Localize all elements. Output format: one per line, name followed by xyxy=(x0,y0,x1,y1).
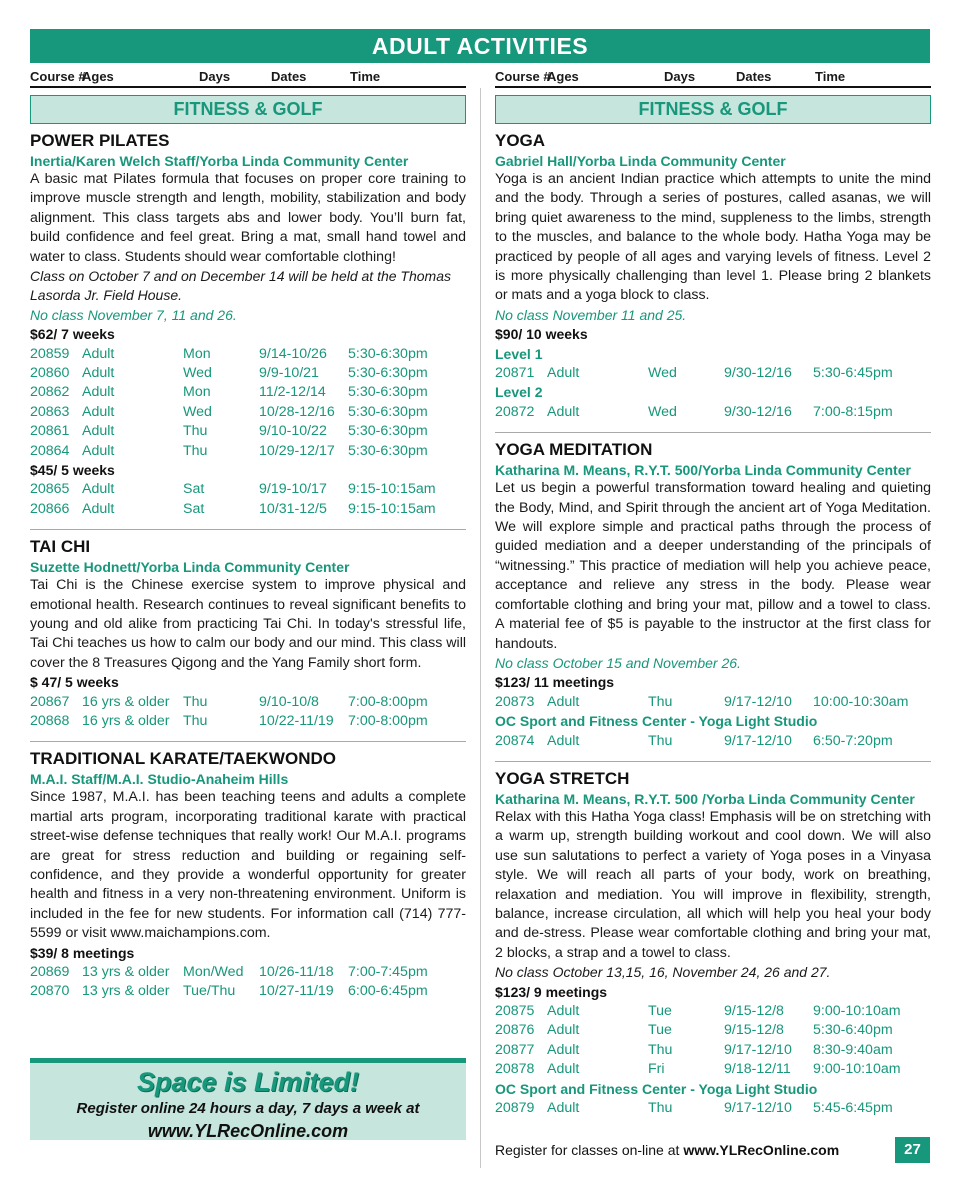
course-description: Let us begin a powerful transformation toward healing and quieting the Body, Mind, and Spirit through the ancient art of Yoga Meditation. We will explore simple and practical paths through the process of guided mediation and a deeper understanding of the principals of “witnessing.” This practice of mediation will help you achieve peace, acceptance and relieve any stress in the body. Please wear comfortable clothing and bring your mat, pillow and a towel to class. A material fee of $5 is payable to the instructor at the first class for handouts. xyxy=(495,480,931,652)
course-no-class-note: No class October 15 and November 26. xyxy=(495,654,741,671)
course-no-class-note: No class November 11 and 25. xyxy=(495,306,687,323)
time: 7:00-8:15pm xyxy=(813,403,893,420)
dates: 10/29-12/17 xyxy=(259,442,335,459)
course-instructor: Katharina M. Means, R.Y.T. 500 /Yorba Linda Community Center xyxy=(495,790,915,807)
dates: 9/15-12/8 xyxy=(724,1022,784,1039)
course-fee: $45/ 5 weeks xyxy=(30,462,115,478)
course-description: Since 1987, M.A.I. has been teaching teens and adults a complete martial arts program, incorporating traditional karate with practical street-wise defense techniques that really work! Our M.A.I. programs are great for stress reduction and building or regaining self-confidence, and they provide a wonderful opportunity for greater health and fitness in a very non-threatening environment. Uniform is included in the fee for new students. For information call (714) 777-5599 or visit www.maichampions.com. xyxy=(30,789,466,942)
age-group: Adult xyxy=(82,345,115,362)
days: Thu xyxy=(183,423,208,440)
section-heading: FITNESS & GOLF xyxy=(30,95,466,124)
schedule-row xyxy=(495,1099,931,1118)
time: 5:30-6:30pm xyxy=(348,384,428,401)
schedule-row xyxy=(30,982,466,1001)
course-number: 20863 xyxy=(30,403,70,420)
header-ages: Ages xyxy=(82,69,114,84)
time: 5:30-6:30pm xyxy=(348,345,428,362)
course-instructor: Katharina M. Means, R.Y.T. 500/Yorba Linda Community Center xyxy=(495,462,911,479)
right-column xyxy=(495,66,931,1118)
header-days: Days xyxy=(664,69,696,84)
dates: 9/17-12/10 xyxy=(724,693,792,710)
dates: 9/17-12/10 xyxy=(724,732,792,749)
course-title: TAI CHI xyxy=(30,537,91,557)
column-divider xyxy=(480,88,481,1168)
course-number: 20868 xyxy=(30,713,70,730)
time: 6:50-7:20pm xyxy=(813,732,893,749)
promo-box xyxy=(30,1058,466,1140)
course-fee: $ 47/ 5 weeks xyxy=(30,674,119,691)
schedule-row xyxy=(495,1021,931,1040)
header-time: Time xyxy=(815,69,846,84)
dates: 10/31-12/5 xyxy=(259,500,327,517)
schedule-row xyxy=(30,422,466,441)
schedule-table xyxy=(495,693,931,712)
header-dates: Dates xyxy=(271,69,307,84)
days: Thu xyxy=(648,1099,673,1116)
time: 6:00-6:45pm xyxy=(348,983,428,1000)
age-group: Adult xyxy=(82,403,115,420)
dates: 9/9-10/21 xyxy=(259,365,319,382)
course-karate xyxy=(30,748,466,1001)
course-divider xyxy=(30,529,466,530)
column-header xyxy=(495,66,931,88)
time: 5:30-6:30pm xyxy=(348,423,428,440)
time: 7:00-8:00pm xyxy=(348,713,428,730)
dates: 9/30-12/16 xyxy=(724,403,792,420)
dates: 9/17-12/10 xyxy=(724,1041,792,1058)
course-number: 20861 xyxy=(30,423,70,440)
age-group: Adult xyxy=(547,403,580,420)
course-description: Relax with this Hatha Yoga class! Emphasis will be on stretching with a warm up, strength building workout and cool down. We will also use sun salutations to perfect a variety of Yoga poses in a Vinyasa style. We will reach all parts of your body, work on breathing, relaxation and mediation. You will improve in flexibility, strength, balance, increase circulation, all which will help you heal your body and de-stress. Please wear comfortable clothing and bring your mat, 2 blocks, a strap and a towel to class. xyxy=(495,808,931,961)
schedule-row xyxy=(30,403,466,422)
time: 8:30-9:40am xyxy=(813,1041,893,1058)
days: Sat xyxy=(183,500,205,517)
time: 10:00-10:30am xyxy=(813,693,909,710)
schedule-row xyxy=(495,732,931,751)
age-group: Adult xyxy=(82,442,115,459)
course-number: 20875 xyxy=(495,1002,535,1019)
dates: 9/18-12/11 xyxy=(724,1061,791,1078)
header-days: Days xyxy=(199,69,231,84)
course-number: 20871 xyxy=(495,365,535,382)
dates: 10/22-11/19 xyxy=(259,713,334,730)
course-number: 20867 xyxy=(30,693,70,710)
dates: 9/14-10/26 xyxy=(259,345,327,362)
days: Wed xyxy=(183,403,212,420)
days: Thu xyxy=(183,442,208,459)
time: 9:15-10:15am xyxy=(348,481,436,498)
course-fee: $62/ 7 weeks xyxy=(30,326,115,343)
days: Mon/Wed xyxy=(183,964,244,981)
days: Mon xyxy=(183,345,211,362)
age-group: Adult xyxy=(82,384,115,401)
schedule-table xyxy=(495,732,931,751)
days: Thu xyxy=(648,732,673,749)
course-number: 20870 xyxy=(30,983,70,1000)
course-title: TRADITIONAL KARATE/TAEKWONDO xyxy=(30,749,336,769)
course-number: 20860 xyxy=(30,365,70,382)
course-level: Level 2 xyxy=(495,384,543,401)
days: Tue xyxy=(648,1002,672,1019)
promo-title: Space is Limited! xyxy=(136,1067,360,1097)
age-group: Adult xyxy=(547,1022,580,1039)
course-number: 20869 xyxy=(30,964,70,981)
schedule-table xyxy=(495,403,931,422)
age-group: Adult xyxy=(82,500,115,517)
age-group: 16 yrs & older xyxy=(82,713,170,730)
age-group: Adult xyxy=(82,423,115,440)
column-header xyxy=(30,66,466,88)
course-yoga xyxy=(495,130,931,422)
page-number: 27 xyxy=(895,1137,930,1163)
header-ages: Ages xyxy=(547,69,579,84)
schedule-row xyxy=(495,693,931,712)
time: 5:45-6:45pm xyxy=(813,1099,893,1116)
schedule-row xyxy=(495,1041,931,1060)
course-fee: $39/ 8 meetings xyxy=(30,944,135,961)
header-dates: Dates xyxy=(736,69,772,84)
time: 7:00-7:45pm xyxy=(348,964,428,981)
course-title: YOGA STRETCH xyxy=(495,768,630,788)
age-group: Adult xyxy=(547,1061,580,1078)
header-time: Time xyxy=(350,69,381,84)
schedule-row xyxy=(495,403,931,422)
schedule-table xyxy=(30,693,466,732)
course-divider xyxy=(30,741,466,742)
course-number: 20862 xyxy=(30,384,70,401)
promo-line: Register online 24 hours a day, 7 days a week at xyxy=(76,1100,420,1117)
course-number: 20878 xyxy=(495,1061,535,1078)
time: 5:30-6:30pm xyxy=(348,403,428,420)
dates: 9/19-10/17 xyxy=(259,481,327,498)
dates: 9/17-12/10 xyxy=(724,1099,792,1116)
time: 9:15-10:15am xyxy=(348,500,436,517)
course-fee: $123/ 9 meetings xyxy=(495,983,608,1000)
schedule-table xyxy=(495,1002,931,1080)
dates: 10/27-11/19 xyxy=(259,983,334,1000)
course-yoga-stretch xyxy=(495,768,931,1118)
schedule-table xyxy=(30,345,466,461)
age-group: Adult xyxy=(547,1041,580,1058)
course-number: 20864 xyxy=(30,442,70,459)
age-group: 13 yrs & older xyxy=(82,983,170,1000)
course-no-class-note: No class November 7, 11 and 26. xyxy=(30,306,237,323)
schedule-table xyxy=(495,364,931,383)
age-group: 16 yrs & older xyxy=(82,693,170,710)
course-yoga-meditation xyxy=(495,439,931,751)
age-group: Adult xyxy=(547,732,580,749)
days: Fri xyxy=(648,1061,665,1078)
course-title: POWER PILATES xyxy=(30,131,170,150)
days: Wed xyxy=(648,365,677,382)
schedule-table xyxy=(495,1099,931,1118)
days: Wed xyxy=(183,365,212,382)
dates: 11/2-12/14 xyxy=(259,384,326,401)
dates: 10/26-11/18 xyxy=(259,964,334,981)
days: Wed xyxy=(648,403,677,420)
header-course: Course # xyxy=(495,69,551,84)
age-group: Adult xyxy=(547,365,580,382)
time: 5:30-6:45pm xyxy=(813,365,893,382)
course-instructor: Suzette Hodnett/Yorba Linda Community Center xyxy=(30,559,350,576)
course-level: Level 1 xyxy=(495,345,543,362)
course-description: A basic mat Pilates formula that focuses on proper core training to improve muscle strength and length, mobility, stabilization and body alignment. This class targets abs and lower body. You’ll burn fat, build confidence and feel great. Bring a mat, small hand towel and water to class. Students should wear comfortable clothing! xyxy=(30,171,466,265)
course-note: Class on October 7 and on December 14 will be held at the Thomas Lasorda Jr. Field House. xyxy=(30,268,452,304)
schedule-table xyxy=(30,963,466,1002)
course-number: 20876 xyxy=(495,1022,535,1039)
schedule-row xyxy=(30,345,466,364)
time: 5:30-6:30pm xyxy=(348,365,428,382)
time: 7:00-8:00pm xyxy=(348,693,428,710)
age-group: Adult xyxy=(547,1099,580,1116)
dates: 10/28-12/16 xyxy=(259,403,335,420)
age-group: Adult xyxy=(547,1002,580,1019)
section-heading: FITNESS & GOLF xyxy=(495,95,931,124)
time: 9:00-10:10am xyxy=(813,1002,901,1019)
course-fee: $123/ 11 meetings xyxy=(495,674,615,691)
course-number: 20859 xyxy=(30,345,70,362)
days: Thu xyxy=(648,1041,673,1058)
course-number: 20877 xyxy=(495,1041,535,1058)
course-sublocation: OC Sport and Fitness Center - Yoga Light Studio xyxy=(495,713,818,730)
age-group: Adult xyxy=(547,693,580,710)
page-banner: ADULT ACTIVITIES xyxy=(30,29,930,63)
schedule-row xyxy=(30,693,466,712)
course-instructor: Inertia/Karen Welch Staff/Yorba Linda Community Center xyxy=(30,153,409,169)
course-title: YOGA xyxy=(495,131,546,150)
schedule-row xyxy=(495,364,931,383)
schedule-row xyxy=(30,383,466,402)
promo-url-link[interactable]: www.YLRecOnline.com xyxy=(147,1121,349,1141)
schedule-row xyxy=(30,480,466,499)
days: Tue xyxy=(648,1022,672,1039)
course-number: 20874 xyxy=(495,732,535,749)
course-number: 20879 xyxy=(495,1099,535,1116)
course-number: 20872 xyxy=(495,403,535,420)
page-footer xyxy=(495,1140,839,1160)
course-instructor: M.A.I. Staff/M.A.I. Studio-Anaheim Hills xyxy=(30,771,289,788)
course-title: YOGA MEDITATION xyxy=(495,440,653,460)
schedule-row xyxy=(30,963,466,982)
schedule-row xyxy=(495,1002,931,1021)
course-number: 20866 xyxy=(30,500,70,517)
course-number: 20873 xyxy=(495,693,535,710)
left-column xyxy=(30,66,466,1002)
course-fee: $90/ 10 weeks xyxy=(495,326,588,343)
course-description: Tai Chi is the Chinese exercise system to improve physical and emotional health. Research continues to reveal significant benefits to young and old alike from practicing Tai Chi. In today's stressful life, Tai Chi teaches us how to calm our body and our mind. This class will cover the 8 Treasures Qigong and the Yang Family short form. xyxy=(30,577,466,671)
dates: 9/15-12/8 xyxy=(724,1002,784,1019)
schedule-row xyxy=(495,1060,931,1079)
course-divider xyxy=(495,432,931,433)
days: Thu xyxy=(183,693,208,710)
course-no-class-note: No class October 13,15, 16, November 24, 26 and 27. xyxy=(495,964,831,981)
schedule-table xyxy=(30,480,466,519)
age-group: Adult xyxy=(82,481,115,498)
course-tai-chi xyxy=(30,536,466,731)
course-divider xyxy=(495,761,931,762)
schedule-row xyxy=(30,712,466,731)
days: Tue/Thu xyxy=(183,983,236,1000)
schedule-row xyxy=(30,364,466,383)
days: Sat xyxy=(183,481,205,498)
days: Thu xyxy=(648,693,673,710)
dates: 9/10-10/8 xyxy=(259,693,319,710)
time: 5:30-6:30pm xyxy=(348,442,428,459)
days: Thu xyxy=(183,713,208,730)
days: Mon xyxy=(183,384,211,401)
age-group: Adult xyxy=(82,365,115,382)
time: 5:30-6:40pm xyxy=(813,1022,893,1039)
course-instructor: Gabriel Hall/Yorba Linda Community Center xyxy=(495,153,786,169)
course-power-pilates xyxy=(30,130,466,519)
course-sublocation: OC Sport and Fitness Center - Yoga Light Studio xyxy=(495,1080,818,1097)
footer-url-link[interactable]: www.YLRecOnline.com xyxy=(683,1142,840,1158)
time: 9:00-10:10am xyxy=(813,1061,901,1078)
schedule-row xyxy=(30,500,466,519)
course-number: 20865 xyxy=(30,481,70,498)
header-course: Course # xyxy=(30,69,86,84)
schedule-row xyxy=(30,442,466,461)
age-group: 13 yrs & older xyxy=(82,964,170,981)
dates: 9/30-12/16 xyxy=(724,365,792,382)
course-description: Yoga is an ancient Indian practice which attempts to unite the mind and the body. Through a series of postures, called asanas, we will bring quiet awareness to the mind, suppleness to the limbs, strength to the muscles, and balance to the whole body. Hatha Yoga may be practiced by people of all ages and varying levels of fitness. Level 2 is more physically challenging than level 1. Please bring 2 blankets or mats and a yoga block to class. xyxy=(495,171,931,304)
dates: 9/10-10/22 xyxy=(259,423,327,440)
footer-text: Register for classes on-line at xyxy=(495,1142,684,1158)
